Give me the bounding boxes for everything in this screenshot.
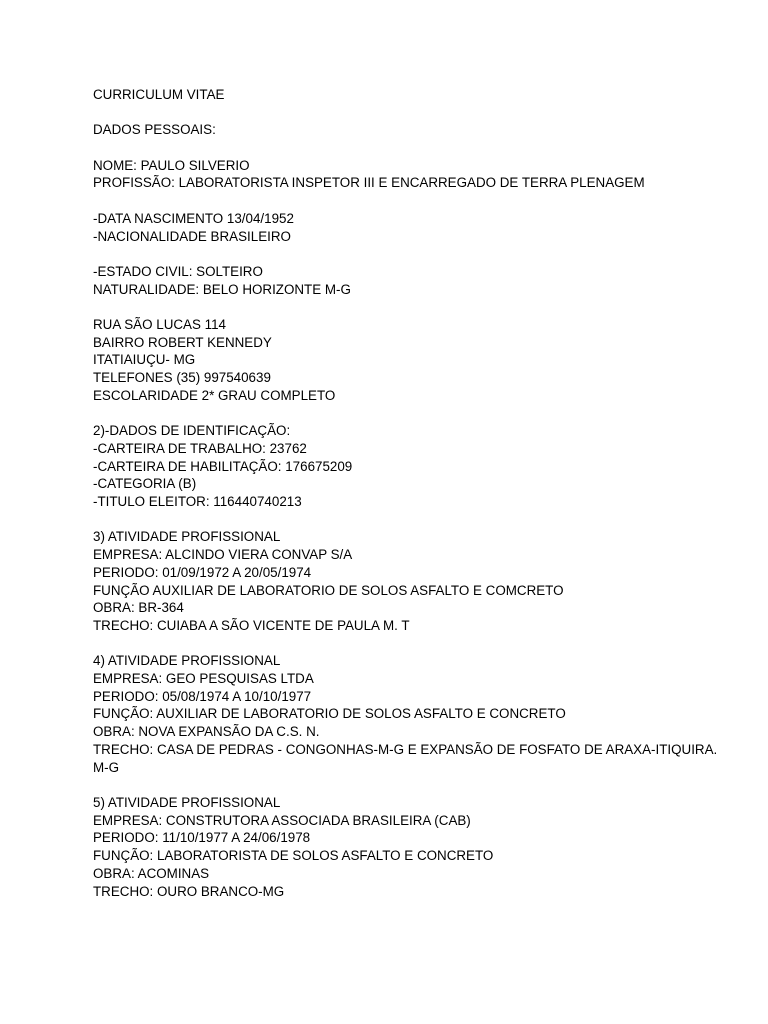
nationality-line: -NACIONALIDADE BRASILEIRO <box>93 228 291 244</box>
activity-stretch: TRECHO: OURO BRANCO-MG <box>93 883 285 899</box>
spacer <box>93 511 733 529</box>
name-line: NOME: PAULO SILVERIO <box>93 157 250 173</box>
license-category-line: -CATEGORIA (B) <box>93 476 197 492</box>
activity-period: PERIODO: 05/08/1974 A 10/10/1977 <box>93 688 312 704</box>
activity-company: EMPRESA: ALCINDO VIERA CONVAP S/A <box>93 547 353 563</box>
driver-license-line: -CARTEIRA DE HABILITAÇÃO: 176675209 <box>93 458 353 474</box>
activity-company: EMPRESA: CONSTRUTORA ASSOCIADA BRASILEIRA (CAB) <box>93 812 471 828</box>
activity-project: OBRA: NOVA EXPANSÃO DA C.S. N. <box>93 724 320 740</box>
activity-project: OBRA: ACOMINAS <box>93 865 210 881</box>
activity-function: FUNÇÃO: LABORATORISTA DE SOLOS ASFALTO E CONCRETO <box>93 848 494 864</box>
activity-section <box>93 652 733 776</box>
activity-heading: 3) ATIVIDADE PROFISSIONAL <box>93 529 281 545</box>
activity-function: FUNÇÃO AUXILIAR DE LABORATORIO DE SOLOS ASFALTO E COMCRETO <box>93 582 564 598</box>
activity-stretch: TRECHO: CUIABA A SÃO VICENTE DE PAULA M. T <box>93 617 410 633</box>
spacer <box>93 405 733 423</box>
marital-status-line: -ESTADO CIVIL: SOLTEIRO <box>93 263 263 279</box>
education-line: ESCOLARIDADE 2* GRAU COMPLETO <box>93 387 336 403</box>
document-body <box>93 86 733 900</box>
spacer <box>93 104 733 122</box>
activity-heading: 5) ATIVIDADE PROFISSIONAL <box>93 794 281 810</box>
neighborhood-line: BAIRRO ROBERT KENNEDY <box>93 334 272 350</box>
personal-data-heading: DADOS PESSOAIS: <box>93 122 216 138</box>
activity-period: PERIODO: 01/09/1972 A 20/05/1974 <box>93 564 312 580</box>
voter-id-line: -TITULO ELEITOR: 116440740213 <box>93 494 302 510</box>
activity-section <box>93 794 733 900</box>
work-card-line: -CARTEIRA DE TRABALHO: 23762 <box>93 440 307 456</box>
activity-period: PERIODO: 11/10/1977 A 24/06/1978 <box>93 830 311 846</box>
activity-stretch: TRECHO: CASA DE PEDRAS - CONGONHAS-M-G E EXPANSÃO DE FOSFATO DE ARAXA-ITIQUIRA. M-G <box>93 741 718 775</box>
document-title: CURRICULUM VITAE <box>93 87 225 102</box>
activity-function: FUNÇÃO: AUXILIAR DE LABORATORIO DE SOLOS ASFALTO E CONCRETO <box>93 706 566 722</box>
city-line: ITATIAIUÇU- MG <box>93 352 196 368</box>
identification-heading: 2)-DADOS DE IDENTIFICAÇÃO: <box>93 423 291 439</box>
birthplace-line: NATURALIDADE: BELO HORIZONTE M-G <box>93 281 351 297</box>
spacer <box>93 635 733 653</box>
spacer <box>93 139 733 157</box>
activity-heading: 4) ATIVIDADE PROFISSIONAL <box>93 653 281 669</box>
activity-project: OBRA: BR-364 <box>93 600 184 616</box>
spacer <box>93 245 733 263</box>
street-line: RUA SÃO LUCAS 114 <box>93 317 226 333</box>
profession-line: PROFISSÃO: LABORATORISTA INSPETOR III E ENCARREGADO DE TERRA PLENAGEM <box>93 175 645 191</box>
spacer <box>93 298 733 316</box>
birth-date-line: -DATA NASCIMENTO 13/04/1952 <box>93 210 294 226</box>
phone-line: TELEFONES (35) 997540639 <box>93 370 271 386</box>
spacer <box>93 776 733 794</box>
spacer <box>93 192 733 210</box>
activity-section <box>93 528 733 634</box>
activity-company: EMPRESA: GEO PESQUISAS LTDA <box>93 671 314 687</box>
